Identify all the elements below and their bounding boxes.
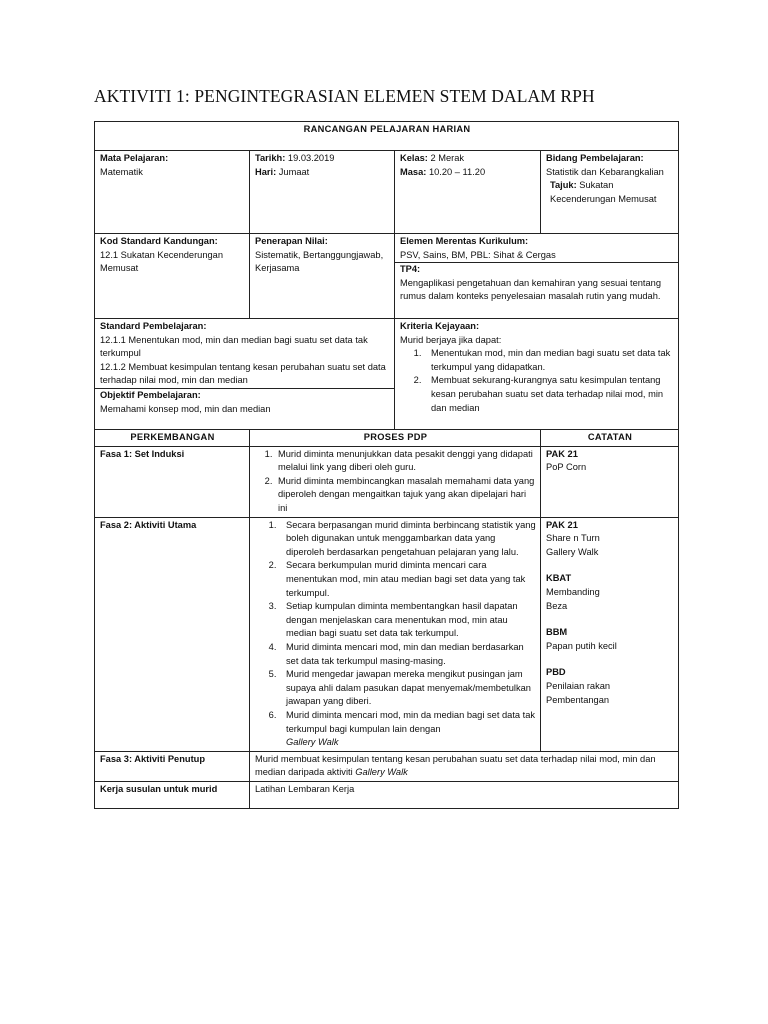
tp4-label: TP4: [400, 264, 421, 275]
mata-pelajaran-cell [95, 151, 250, 234]
pak21-item: Gallery Walk [546, 546, 599, 557]
bidang-cell [541, 151, 679, 234]
mata-pelajaran-value: Matematik [100, 166, 143, 177]
kandungan-row [95, 234, 679, 319]
list-item: 2. Secara berkumpulan murid diminta mencari cara menentukan mod, min atau median bagi set data yang tak terkumpul. [279, 559, 536, 600]
kelas-cell [395, 151, 541, 234]
kbat-item: Beza [546, 600, 568, 611]
tarikh-value: 19.03.2019 [285, 153, 335, 163]
kod-standard-cell [95, 234, 250, 319]
column-header-proses: PROSES PDP [250, 430, 541, 447]
table-row [95, 781, 679, 808]
kod-standard-label: Kod Standard Kandungan: [100, 236, 218, 246]
column-header-perkembangan: PERKEMBANGAN [95, 430, 250, 447]
list-item: 1. Menentukan mod, min dan median bagi suatu set data tak terkumpul yang didapatkan. [424, 347, 674, 374]
kerja-susulan-label: Kerja susulan untuk murid [95, 781, 250, 808]
pak21-heading: PAK 21 [546, 519, 578, 530]
masa-value: 10.20 – 11.20 [426, 166, 486, 177]
standard-pembelajaran-2: 12.1.2 Membuat kesimpulan tentang kesan perubahan suatu set data terhadap nilai mod, min dan median [100, 361, 386, 386]
list-item: 4. Murid diminta mencari mod, min dan median berdasarkan set data tak terkumpul masing-masing. [279, 641, 536, 668]
list-item [279, 709, 536, 750]
bbm-heading: BBM [546, 627, 568, 638]
objektif-value: Memahami konsep mod, min dan median [100, 403, 271, 414]
standard-pembelajaran-cell [95, 319, 395, 430]
kriteria-kejayaan-list [400, 347, 674, 415]
fasa2-list [255, 519, 536, 750]
lesson-plan-table [94, 121, 679, 809]
info-row [95, 151, 679, 234]
fasa1-note-text: PoP Corn [546, 462, 587, 473]
column-header-catatan: CATATAN [541, 430, 679, 447]
elemen-merentas-value: PSV, Sains, BM, PBL: Sihat & Cergas [400, 249, 556, 260]
fasa3-label: Fasa 3: Aktiviti Penutup [95, 751, 250, 781]
penerapan-nilai-value: Sistematik, Bertanggungjawab, Kerjasama [255, 249, 384, 274]
tajuk-label: Tajuk: [550, 180, 577, 191]
page-title: AKTIVITI 1: PENGINTEGRASIAN ELEMEN STEM DALAM RPH [94, 86, 595, 106]
bbm-item: Papan putih kecil [546, 640, 617, 651]
fasa3-proses-cell [250, 751, 679, 781]
list-item: 2. Murid diminta membincangkan masalah memahami data yang diperoleh dengan mengaitkan tajuk yang akan dipelajari hari ini [275, 475, 536, 516]
fasa1-note-heading: PAK 21 [546, 448, 578, 459]
plan-heading-row [95, 122, 679, 151]
kod-standard-value: 12.1 Sukatan Kecenderungan Memusat [100, 249, 224, 274]
plan-heading: RANCANGAN PELAJARAN HARIAN [95, 122, 679, 151]
elemen-merentas-label: Elemen Merentas Kurikulum: [400, 236, 529, 246]
objektif-label: Objektif Pembelajaran: [100, 389, 201, 400]
bidang-label: Bidang Pembelajaran: [546, 153, 644, 163]
table-row [95, 446, 679, 517]
kriteria-kejayaan-cell [395, 319, 679, 430]
pbd-heading: PBD [546, 667, 566, 678]
kriteria-kejayaan-intro: Murid berjaya jika dapat: [400, 334, 502, 345]
penerapan-nilai-cell [250, 234, 395, 319]
elemen-merentas-cell [395, 234, 679, 319]
tp4-value: Mengaplikasi pengetahuan dan kemahiran yang sesuai tentang rumus dalam konteks penyelesaian masalah rutin yang mudah. [400, 277, 662, 302]
kriteria-kejayaan-label: Kriteria Kejayaan: [400, 321, 480, 331]
table-row [95, 517, 679, 751]
bidang-value: Statistik dan Kebarangkalian [546, 166, 664, 177]
standard-pembelajaran-label: Standard Pembelajaran: [100, 321, 207, 331]
list-item: 5. Murid mengedar jawapan mereka mengikut pusingan jam supaya ahli dalam pasukan dapat menyemak/membetulkan jawapan yang diberi. [279, 668, 536, 709]
table-row [95, 751, 679, 781]
fasa3-text: Murid membuat kesimpulan tentang kesan perubahan suatu set data terhadap nilai mod, min dan median daripada aktiviti [255, 753, 656, 778]
list-item: 1. Murid diminta menunjukkan data pesakit denggi yang didapati melalui link yang diberi oleh guru. [275, 448, 536, 475]
kelas-value: 2 Merak [427, 153, 465, 163]
kbat-heading: KBAT [546, 573, 572, 584]
hari-value: Jumaat [276, 166, 310, 177]
tajuk-value: Sukatan Kecenderungan Memusat [550, 180, 657, 204]
standard-pembelajaran-1: 12.1.1 Menentukan mod, min dan median bagi suatu set data tak terkumpul [100, 334, 368, 359]
masa-label: Masa: [400, 166, 427, 177]
pbd-item: Penilaian rakan [546, 680, 611, 691]
column-header-row [95, 430, 679, 447]
penerapan-nilai-label: Penerapan Nilai: [255, 236, 328, 246]
fasa1-list [255, 448, 536, 516]
fasa2-item6-gallery-walk: Gallery Walk [286, 737, 339, 748]
fasa1-label: Fasa 1: Set Induksi [95, 446, 250, 517]
standard-pembelajaran-row [95, 319, 679, 430]
fasa2-proses-cell [250, 517, 541, 751]
fasa2-item6-text: Murid diminta mencari mod, min da median bagi set data tak terkumpul bagi kumpulan lain dengan [286, 709, 536, 734]
fasa1-proses-cell [250, 446, 541, 517]
mata-pelajaran-label: Mata Pelajaran: [100, 153, 169, 163]
kelas-label: Kelas: [400, 153, 428, 163]
fasa2-catatan-cell [541, 517, 679, 751]
fasa2-label: Fasa 2: Aktiviti Utama [95, 517, 250, 751]
fasa3-gallery-walk: Gallery Walk [355, 767, 408, 778]
pbd-item: Pembentangan [546, 694, 610, 705]
tarikh-cell [250, 151, 395, 234]
kerja-susulan-value: Latihan Lembaran Kerja [250, 781, 679, 808]
pak21-item: Share n Turn [546, 533, 600, 544]
list-item: 1. Secara berpasangan murid diminta berbincang statistik yang boleh digunakan untuk menggambarkan data yang diperoleh berdasarkan pengetahuan pelajaran yang lalu. [279, 519, 536, 560]
list-item: 3. Setiap kumpulan diminta membentangkan hasil dapatan dengan menjelaskan cara menentukan mod, min atau median bagi suatu set data tak terkumpul. [279, 600, 536, 641]
hari-label: Hari: [255, 166, 277, 177]
tarikh-label: Tarikh: [255, 153, 286, 163]
list-item: 2. Membuat sekurang-kurangnya satu kesimpulan tentang kesan perubahan suatu set data terhadap nilai mod, min dan median [424, 374, 674, 415]
kbat-item: Membanding [546, 586, 600, 597]
fasa1-catatan-cell [541, 446, 679, 517]
